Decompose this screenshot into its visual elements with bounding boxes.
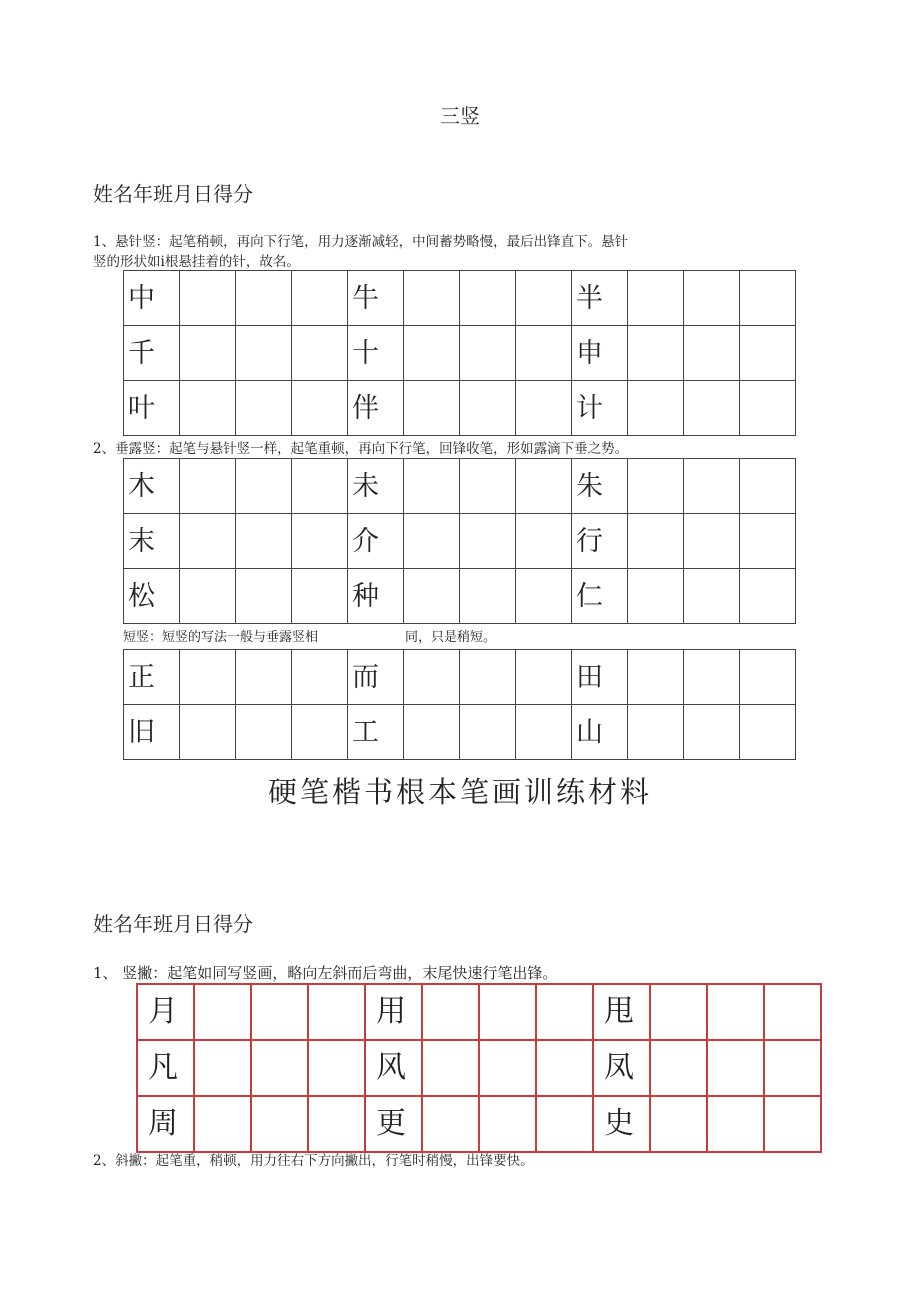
model-character-cell (124, 514, 180, 569)
model-character: 史 (604, 1106, 634, 1141)
banner-title: 硬笔楷书根本笔画训练材料 (267, 775, 652, 809)
practice-cell[interactable] (194, 1040, 251, 1096)
model-character-cell (124, 705, 180, 760)
model-character-cell (572, 705, 628, 760)
model-character: 而 (352, 661, 379, 693)
practice-cell[interactable] (292, 381, 348, 436)
practice-cell[interactable] (684, 569, 740, 624)
practice-cell[interactable] (740, 514, 796, 569)
practice-cell[interactable] (536, 1040, 593, 1096)
practice-cell[interactable] (628, 381, 684, 436)
model-character: 种 (352, 580, 379, 612)
practice-cell[interactable] (684, 381, 740, 436)
practice-cell[interactable] (516, 381, 572, 436)
model-character-cell (348, 381, 404, 436)
practice-cell[interactable] (479, 1096, 536, 1152)
practice-cell[interactable] (404, 459, 460, 514)
grid-row (124, 514, 796, 569)
practice-cell[interactable] (684, 326, 740, 381)
practice-cell[interactable] (194, 1096, 251, 1152)
practice-cell[interactable] (422, 984, 479, 1040)
practice-cell[interactable] (404, 705, 460, 760)
model-character: 月 (148, 994, 178, 1029)
model-character-cell (348, 569, 404, 624)
model-character: 甩 (604, 994, 634, 1029)
practice-cell[interactable] (251, 1096, 308, 1152)
model-character: 末 (128, 525, 155, 557)
practice-cell[interactable] (236, 271, 292, 326)
practice-cell[interactable] (628, 569, 684, 624)
practice-cell[interactable] (236, 569, 292, 624)
practice-cell[interactable] (740, 459, 796, 514)
model-character: 仁 (576, 580, 603, 612)
grid-row (124, 381, 796, 436)
model-character-cell (124, 381, 180, 436)
practice-cell[interactable] (236, 459, 292, 514)
model-character-cell (124, 326, 180, 381)
practice-cell[interactable] (251, 984, 308, 1040)
practice-cell[interactable] (292, 326, 348, 381)
practice-cell[interactable] (404, 514, 460, 569)
practice-cell[interactable] (516, 271, 572, 326)
model-character-cell (124, 271, 180, 326)
practice-cell[interactable] (460, 326, 516, 381)
practice-cell[interactable] (404, 381, 460, 436)
practice-cell[interactable] (516, 459, 572, 514)
practice-cell[interactable] (236, 326, 292, 381)
model-character: 工 (352, 716, 379, 748)
model-character: 更 (376, 1106, 406, 1141)
model-character-cell (593, 1096, 650, 1152)
model-character-cell (348, 459, 404, 514)
model-character-cell (572, 381, 628, 436)
practice-cell[interactable] (404, 650, 460, 705)
practice-cell[interactable] (536, 1096, 593, 1152)
model-character-cell (348, 271, 404, 326)
section-2-description: 2、垂露竖：起笔与悬针竖一样，起笔重顿，再向下行笔，回锋收笔，形如露滴下垂之势。 (93, 441, 629, 457)
practice-cell[interactable] (404, 326, 460, 381)
practice-cell[interactable] (707, 1040, 764, 1096)
practice-cell[interactable] (292, 271, 348, 326)
model-character-cell (137, 984, 194, 1040)
practice-cell[interactable] (650, 1096, 707, 1152)
section-3-description-left: 短竖：短竖的写法一般与垂露竖相 (123, 630, 319, 645)
grid-row (124, 271, 796, 326)
practice-cell[interactable] (516, 705, 572, 760)
practice-cell[interactable] (740, 326, 796, 381)
practice-cell[interactable] (422, 1040, 479, 1096)
grid-row (124, 459, 796, 514)
practice-grid-3 (123, 649, 796, 760)
model-character: 朱 (576, 470, 603, 502)
model-character-cell (572, 326, 628, 381)
practice-cell[interactable] (628, 459, 684, 514)
practice-cell[interactable] (460, 569, 516, 624)
model-character-cell (572, 650, 628, 705)
practice-cell[interactable] (684, 705, 740, 760)
model-character: 叶 (128, 392, 155, 424)
practice-cell[interactable] (536, 984, 593, 1040)
model-character-cell (137, 1040, 194, 1096)
model-character: 未 (352, 470, 379, 502)
model-character: 十 (352, 337, 379, 369)
practice-cell[interactable] (404, 569, 460, 624)
practice-cell[interactable] (236, 514, 292, 569)
practice-cell[interactable] (251, 1040, 308, 1096)
practice-cell[interactable] (516, 514, 572, 569)
practice-cell[interactable] (460, 705, 516, 760)
practice-cell[interactable] (707, 984, 764, 1040)
practice-cell[interactable] (292, 650, 348, 705)
section-5-description: 2、斜撇：起笔重，稍顿，用力往右下方向撇出，行笔时稍慢，出锋要快。 (93, 1153, 534, 1169)
model-character: 行 (576, 525, 603, 557)
section-3-description-right: 同，只是稍短。 (405, 630, 497, 645)
practice-cell[interactable] (180, 459, 236, 514)
practice-cell[interactable] (236, 705, 292, 760)
practice-cell[interactable] (308, 1096, 365, 1152)
page-title: 三竖 (440, 104, 480, 128)
model-character: 凡 (148, 1050, 178, 1085)
practice-cell[interactable] (650, 1040, 707, 1096)
model-character: 牛 (352, 282, 379, 314)
section-1-description (93, 232, 733, 272)
practice-cell[interactable] (684, 650, 740, 705)
practice-cell[interactable] (740, 381, 796, 436)
model-character-cell (348, 705, 404, 760)
model-character-cell (124, 459, 180, 514)
practice-cell[interactable] (479, 1040, 536, 1096)
practice-grid-4 (136, 983, 822, 1153)
model-character: 千 (128, 337, 155, 369)
grid-row (124, 705, 796, 760)
name-line: 姓名年班月日得分 (93, 182, 253, 206)
model-character: 用 (376, 994, 406, 1029)
model-character-cell (348, 326, 404, 381)
name-line-2: 姓名年班月日得分 (93, 912, 253, 936)
model-character-cell (593, 1040, 650, 1096)
practice-cell[interactable] (650, 984, 707, 1040)
model-character: 中 (128, 282, 155, 314)
model-character-cell (365, 984, 422, 1040)
model-character-cell (572, 569, 628, 624)
grid-row (137, 984, 821, 1040)
practice-cell[interactable] (628, 271, 684, 326)
practice-cell[interactable] (194, 984, 251, 1040)
practice-cell[interactable] (628, 705, 684, 760)
practice-grid-2 (123, 458, 796, 624)
practice-cell[interactable] (180, 650, 236, 705)
practice-cell[interactable] (764, 1040, 821, 1096)
model-character: 半 (576, 282, 603, 314)
model-character: 凤 (604, 1050, 634, 1085)
model-character-cell (593, 984, 650, 1040)
practice-cell[interactable] (764, 984, 821, 1040)
grid-row (124, 569, 796, 624)
practice-cell[interactable] (764, 1096, 821, 1152)
practice-cell[interactable] (740, 271, 796, 326)
practice-cell[interactable] (404, 271, 460, 326)
model-character-cell (348, 650, 404, 705)
practice-cell[interactable] (292, 705, 348, 760)
practice-grid-1 (123, 270, 796, 436)
practice-cell[interactable] (740, 705, 796, 760)
practice-cell[interactable] (292, 569, 348, 624)
practice-cell[interactable] (180, 271, 236, 326)
practice-cell[interactable] (460, 459, 516, 514)
model-character-cell (572, 271, 628, 326)
model-character-cell (365, 1040, 422, 1096)
practice-cell[interactable] (460, 514, 516, 569)
practice-cell[interactable] (180, 381, 236, 436)
model-character: 申 (576, 337, 603, 369)
model-character: 木 (128, 470, 155, 502)
model-character: 田 (576, 661, 603, 693)
practice-cell[interactable] (516, 569, 572, 624)
model-character-cell (137, 1096, 194, 1152)
practice-cell[interactable] (707, 1096, 764, 1152)
section-4-description: 1、 竖撇：起笔如同写竖画，略向左斜而后弯曲，末尾快速行笔出锋。 (93, 964, 558, 982)
practice-cell[interactable] (180, 569, 236, 624)
practice-cell[interactable] (628, 650, 684, 705)
practice-cell[interactable] (516, 650, 572, 705)
model-character: 旧 (128, 716, 155, 748)
model-character: 山 (576, 716, 603, 748)
model-character-cell (365, 1096, 422, 1152)
practice-cell[interactable] (236, 650, 292, 705)
grid-row (124, 650, 796, 705)
practice-cell[interactable] (740, 569, 796, 624)
practice-cell[interactable] (460, 650, 516, 705)
model-character: 周 (148, 1106, 178, 1141)
practice-cell[interactable] (236, 381, 292, 436)
model-character-cell (124, 650, 180, 705)
grid-row (137, 1040, 821, 1096)
practice-cell[interactable] (628, 514, 684, 569)
grid-row (124, 326, 796, 381)
practice-cell[interactable] (684, 459, 740, 514)
model-character: 风 (376, 1050, 406, 1085)
practice-cell[interactable] (308, 1040, 365, 1096)
practice-cell[interactable] (628, 326, 684, 381)
practice-cell[interactable] (684, 514, 740, 569)
section-1-text-line-1: 1、悬针竖：起笔稍顿，再向下行笔，用力逐渐减轻，中间蓄势略慢，最后出锋直下。悬针 (93, 234, 629, 250)
practice-cell[interactable] (422, 1096, 479, 1152)
model-character: 松 (128, 580, 155, 612)
practice-cell[interactable] (460, 381, 516, 436)
grid-row (137, 1096, 821, 1152)
model-character: 计 (576, 392, 603, 424)
practice-cell[interactable] (308, 984, 365, 1040)
practice-cell[interactable] (516, 326, 572, 381)
model-character-cell (348, 514, 404, 569)
section-1-text-line-2: 竖的形状如i根悬挂着的针，故名。 (93, 254, 300, 270)
practice-cell[interactable] (460, 271, 516, 326)
practice-cell[interactable] (479, 984, 536, 1040)
practice-cell[interactable] (180, 514, 236, 569)
model-character-cell (124, 569, 180, 624)
practice-cell[interactable] (180, 326, 236, 381)
model-character-cell (572, 514, 628, 569)
practice-cell[interactable] (292, 514, 348, 569)
model-character-cell (572, 459, 628, 514)
practice-cell[interactable] (292, 459, 348, 514)
practice-cell[interactable] (180, 705, 236, 760)
model-character: 正 (128, 661, 155, 693)
model-character: 伴 (352, 392, 379, 424)
practice-cell[interactable] (740, 650, 796, 705)
practice-cell[interactable] (684, 271, 740, 326)
model-character: 介 (352, 525, 379, 557)
